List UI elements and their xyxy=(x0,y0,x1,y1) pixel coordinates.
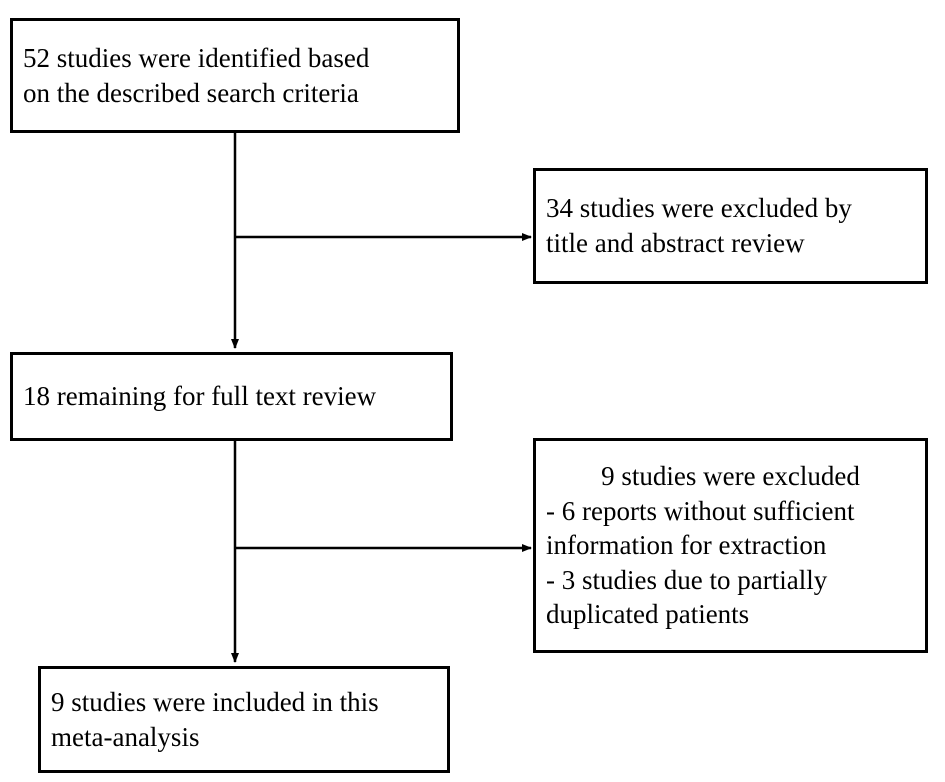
box-line: 9 studies were excluded xyxy=(601,461,860,492)
box-line: title and abstract review xyxy=(546,228,805,258)
box-line: meta-analysis xyxy=(51,721,200,752)
box-line: information for extraction xyxy=(546,530,827,561)
box-line: 9 studies were included in this xyxy=(51,686,379,717)
box-line: on the described search criteria xyxy=(23,77,359,108)
box-studies-identified xyxy=(10,18,460,133)
box-line: - 3 studies due to partially xyxy=(546,564,828,595)
box-excluded-title-abstract xyxy=(533,168,928,284)
box-line: 34 studies were excluded by xyxy=(546,193,852,224)
box-line: duplicated patients xyxy=(546,599,750,630)
box-line: - 6 reports without sufficient xyxy=(546,495,855,526)
box-line: 52 studies were identified based xyxy=(23,42,370,73)
box-remaining-full-text xyxy=(10,352,453,441)
box-studies-included xyxy=(38,666,450,773)
box-line: 18 remaining for full text review xyxy=(23,381,377,412)
box-excluded-full-text xyxy=(533,438,928,653)
